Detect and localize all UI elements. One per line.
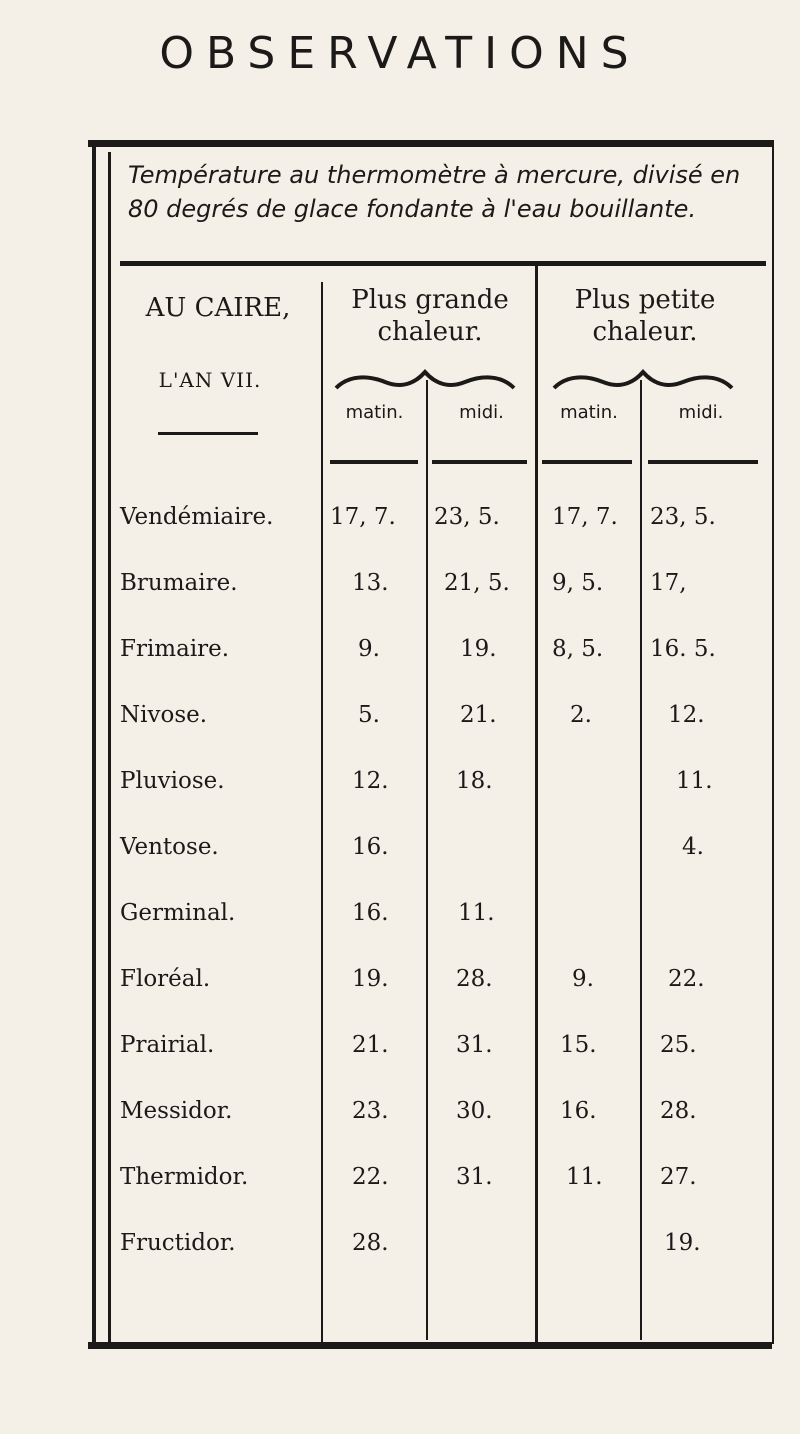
month-label: Vendémiaire. <box>120 504 274 530</box>
min-midi-cell: 22. <box>668 966 705 992</box>
max-matin-cell: 17, 7. <box>330 504 396 530</box>
month-label: Fructidor. <box>120 1230 236 1256</box>
max-matin-cell: 5. <box>358 702 380 728</box>
min-matin-header: matin. <box>560 402 618 423</box>
max-midi-cell: 11. <box>458 900 495 926</box>
min-matin-cell: 8, 5. <box>552 636 604 662</box>
min-midi-cell: 4. <box>682 834 704 860</box>
month-label: Pluviose. <box>120 768 225 794</box>
month-label: Ventose. <box>120 834 219 860</box>
header-rule <box>432 460 527 464</box>
min-matin-cell: 9, 5. <box>552 570 604 596</box>
max-matin-cell: 22. <box>352 1164 389 1190</box>
column-divider <box>426 380 428 1340</box>
header-rule <box>648 460 758 464</box>
max-midi-cell: 21, 5. <box>444 570 510 596</box>
month-label: Brumaire. <box>120 570 238 596</box>
column-divider <box>535 266 538 1344</box>
max-brace-icon <box>330 368 520 392</box>
min-matin-cell: 11. <box>566 1164 603 1190</box>
max-matin-cell: 28. <box>352 1230 389 1256</box>
max-matin-cell: 16. <box>352 834 389 860</box>
min-midi-header: midi. <box>678 402 724 423</box>
max-midi-cell: 19. <box>460 636 497 662</box>
max-midi-cell: 31. <box>456 1032 493 1058</box>
max-matin-cell: 19. <box>352 966 389 992</box>
max-matin-header: matin. <box>345 402 404 423</box>
min-matin-cell: 16. <box>560 1098 597 1124</box>
min-midi-cell: 23, 5. <box>650 504 716 530</box>
month-label: Germinal. <box>120 900 236 926</box>
max-matin-cell: 23. <box>352 1098 389 1124</box>
max-midi-cell: 18. <box>456 768 493 794</box>
page-title: OBSERVATIONS <box>159 28 641 79</box>
max-matin-cell: 9. <box>358 636 380 662</box>
caption-rule <box>120 261 766 266</box>
min-midi-cell: 17, <box>650 570 687 596</box>
min-matin-cell: 9. <box>572 966 594 992</box>
max-matin-cell: 21. <box>352 1032 389 1058</box>
min-matin-cell: 2. <box>570 702 592 728</box>
max-matin-cell: 16. <box>352 900 389 926</box>
month-label: Frimaire. <box>120 636 230 662</box>
min-midi-cell: 12. <box>668 702 705 728</box>
max-heat-header: Plus grande chaleur. <box>351 285 509 347</box>
min-heat-header: Plus petite chaleur. <box>574 285 716 347</box>
max-midi-header: midi. <box>459 402 504 423</box>
year-header: L'AN VII. <box>158 368 262 392</box>
month-label: Prairial. <box>120 1032 215 1058</box>
column-divider <box>321 282 323 1342</box>
month-label: Messidor. <box>120 1098 233 1124</box>
max-matin-cell: 12. <box>352 768 389 794</box>
min-matin-cell: 17, 7. <box>552 504 618 530</box>
column-divider <box>640 380 642 1340</box>
month-label: Nivose. <box>120 702 208 728</box>
month-label: Floréal. <box>120 966 211 992</box>
inner-left-rule <box>108 152 111 1342</box>
max-midi-cell: 31. <box>456 1164 493 1190</box>
place-header: AU CAIRE, <box>145 293 291 323</box>
max-midi-cell: 30. <box>456 1098 493 1124</box>
month-label: Thermidor. <box>120 1164 249 1190</box>
max-matin-cell: 13. <box>352 570 389 596</box>
table-caption: Température au thermomètre à mercure, divisé en 80 degrés de glace fondante à l'eau bouillante. <box>128 161 741 223</box>
min-matin-cell: 15. <box>560 1032 597 1058</box>
header-rule <box>330 460 418 464</box>
min-midi-cell: 16. 5. <box>650 636 716 662</box>
min-midi-cell: 19. <box>664 1230 701 1256</box>
header-rule <box>158 432 258 435</box>
min-midi-cell: 25. <box>660 1032 697 1058</box>
min-midi-cell: 27. <box>660 1164 697 1190</box>
header-rule <box>542 460 632 464</box>
table-bottom-rule <box>88 1342 772 1349</box>
max-midi-cell: 23, 5. <box>434 504 500 530</box>
max-midi-cell: 28. <box>456 966 493 992</box>
max-midi-cell: 21. <box>460 702 497 728</box>
min-brace-icon <box>548 368 738 392</box>
min-midi-cell: 28. <box>660 1098 697 1124</box>
min-midi-cell: 11. <box>676 768 713 794</box>
